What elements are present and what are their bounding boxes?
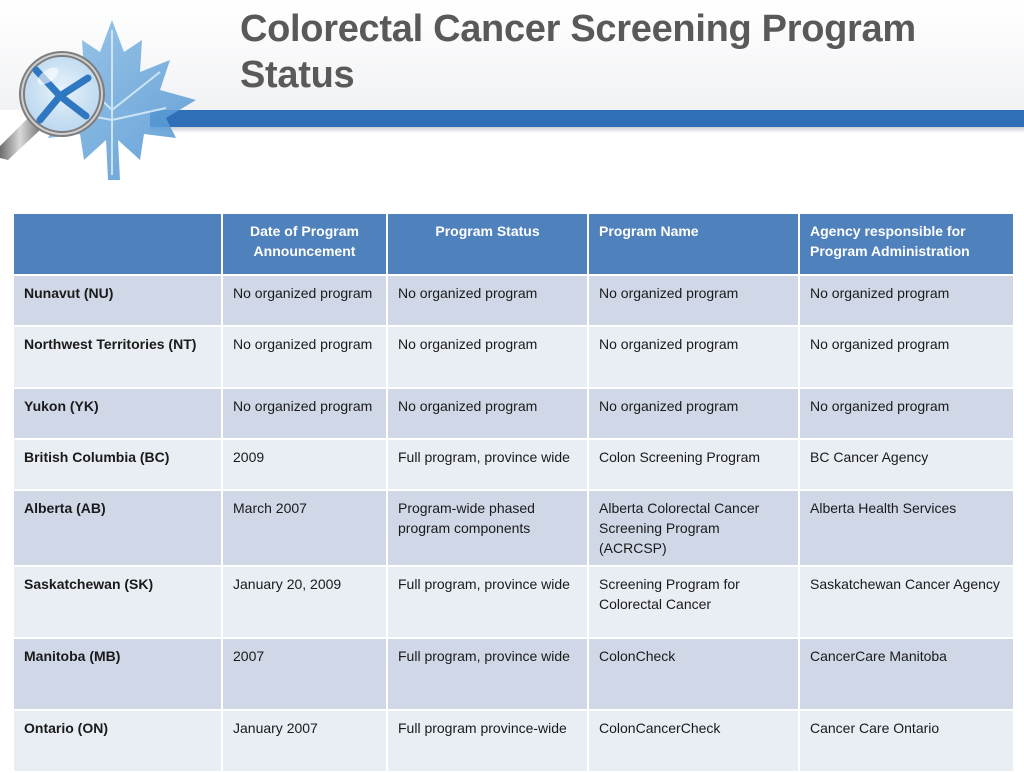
agency-cell: No organized program	[799, 326, 1014, 388]
program-name-cell: Screening Program for Colorectal Cancer	[588, 566, 799, 638]
table-row	[13, 275, 1014, 326]
province-cell: Yukon (YK)	[13, 388, 222, 439]
announcement-date-cell: March 2007	[222, 490, 387, 566]
province-cell: Nunavut (NU)	[13, 275, 222, 326]
agency-cell: No organized program	[799, 388, 1014, 439]
announcement-date-cell: No organized program	[222, 326, 387, 388]
province-cell: Ontario (ON)	[13, 710, 222, 772]
table-row	[13, 490, 1014, 566]
province-cell: Saskatchewan (SK)	[13, 566, 222, 638]
program-name-cell: No organized program	[588, 275, 799, 326]
program-status-cell: Full program province-wide	[387, 710, 588, 772]
table-row	[13, 638, 1014, 710]
announcement-date-cell: January 2007	[222, 710, 387, 772]
program-name-cell: No organized program	[588, 388, 799, 439]
program-name-cell: No organized program	[588, 326, 799, 388]
agency-cell: No organized program	[799, 275, 1014, 326]
screening-status-table	[12, 212, 1015, 773]
table-header-row	[13, 213, 1014, 275]
announcement-date-cell: No organized program	[222, 388, 387, 439]
program-name-cell: ColonCheck	[588, 638, 799, 710]
agency-cell: Alberta Health Services	[799, 490, 1014, 566]
program-name-cell: Colon Screening Program	[588, 439, 799, 490]
program-status-cell: No organized program	[387, 275, 588, 326]
announcement-date-cell: 2007	[222, 638, 387, 710]
header-program-status: Program Status	[387, 213, 588, 275]
announcement-date-cell: January 20, 2009	[222, 566, 387, 638]
accent-bar-shadow	[150, 127, 1024, 133]
header-agency: Agency responsible for Program Administration	[799, 213, 1014, 275]
province-cell: Alberta (AB)	[13, 490, 222, 566]
announcement-date-cell: 2009	[222, 439, 387, 490]
header-date-of-announcement: Date of Program Announcement	[222, 213, 387, 275]
province-cell: Northwest Territories (NT)	[13, 326, 222, 388]
agency-cell: Saskatchewan Cancer Agency	[799, 566, 1014, 638]
program-status-cell: Full program, province wide	[387, 439, 588, 490]
accent-bar	[150, 110, 1024, 127]
table-row	[13, 326, 1014, 388]
program-name-cell: Alberta Colorectal Cancer Screening Program (ACRCSP)	[588, 490, 799, 566]
header-province	[13, 213, 222, 275]
page-title: Colorectal Cancer Screening Program Status	[240, 8, 916, 96]
agency-cell: Cancer Care Ontario	[799, 710, 1014, 772]
table-row	[13, 388, 1014, 439]
program-status-cell: No organized program	[387, 326, 588, 388]
program-status-cell: Full program, province wide	[387, 638, 588, 710]
program-status-cell: No organized program	[387, 388, 588, 439]
table-row	[13, 439, 1014, 490]
table-row	[13, 566, 1014, 638]
agency-cell: CancerCare Manitoba	[799, 638, 1014, 710]
province-cell: British Columbia (BC)	[13, 439, 222, 490]
program-name-cell: ColonCancerCheck	[588, 710, 799, 772]
program-status-cell: Full program, province wide	[387, 566, 588, 638]
table-row	[13, 710, 1014, 772]
header-program-name: Program Name	[588, 213, 799, 275]
maple-leaf-magnifier-icon	[0, 0, 215, 205]
province-cell: Manitoba (MB)	[13, 638, 222, 710]
announcement-date-cell: No organized program	[222, 275, 387, 326]
agency-cell: BC Cancer Agency	[799, 439, 1014, 490]
program-status-cell: Program-wide phased program components	[387, 490, 588, 566]
